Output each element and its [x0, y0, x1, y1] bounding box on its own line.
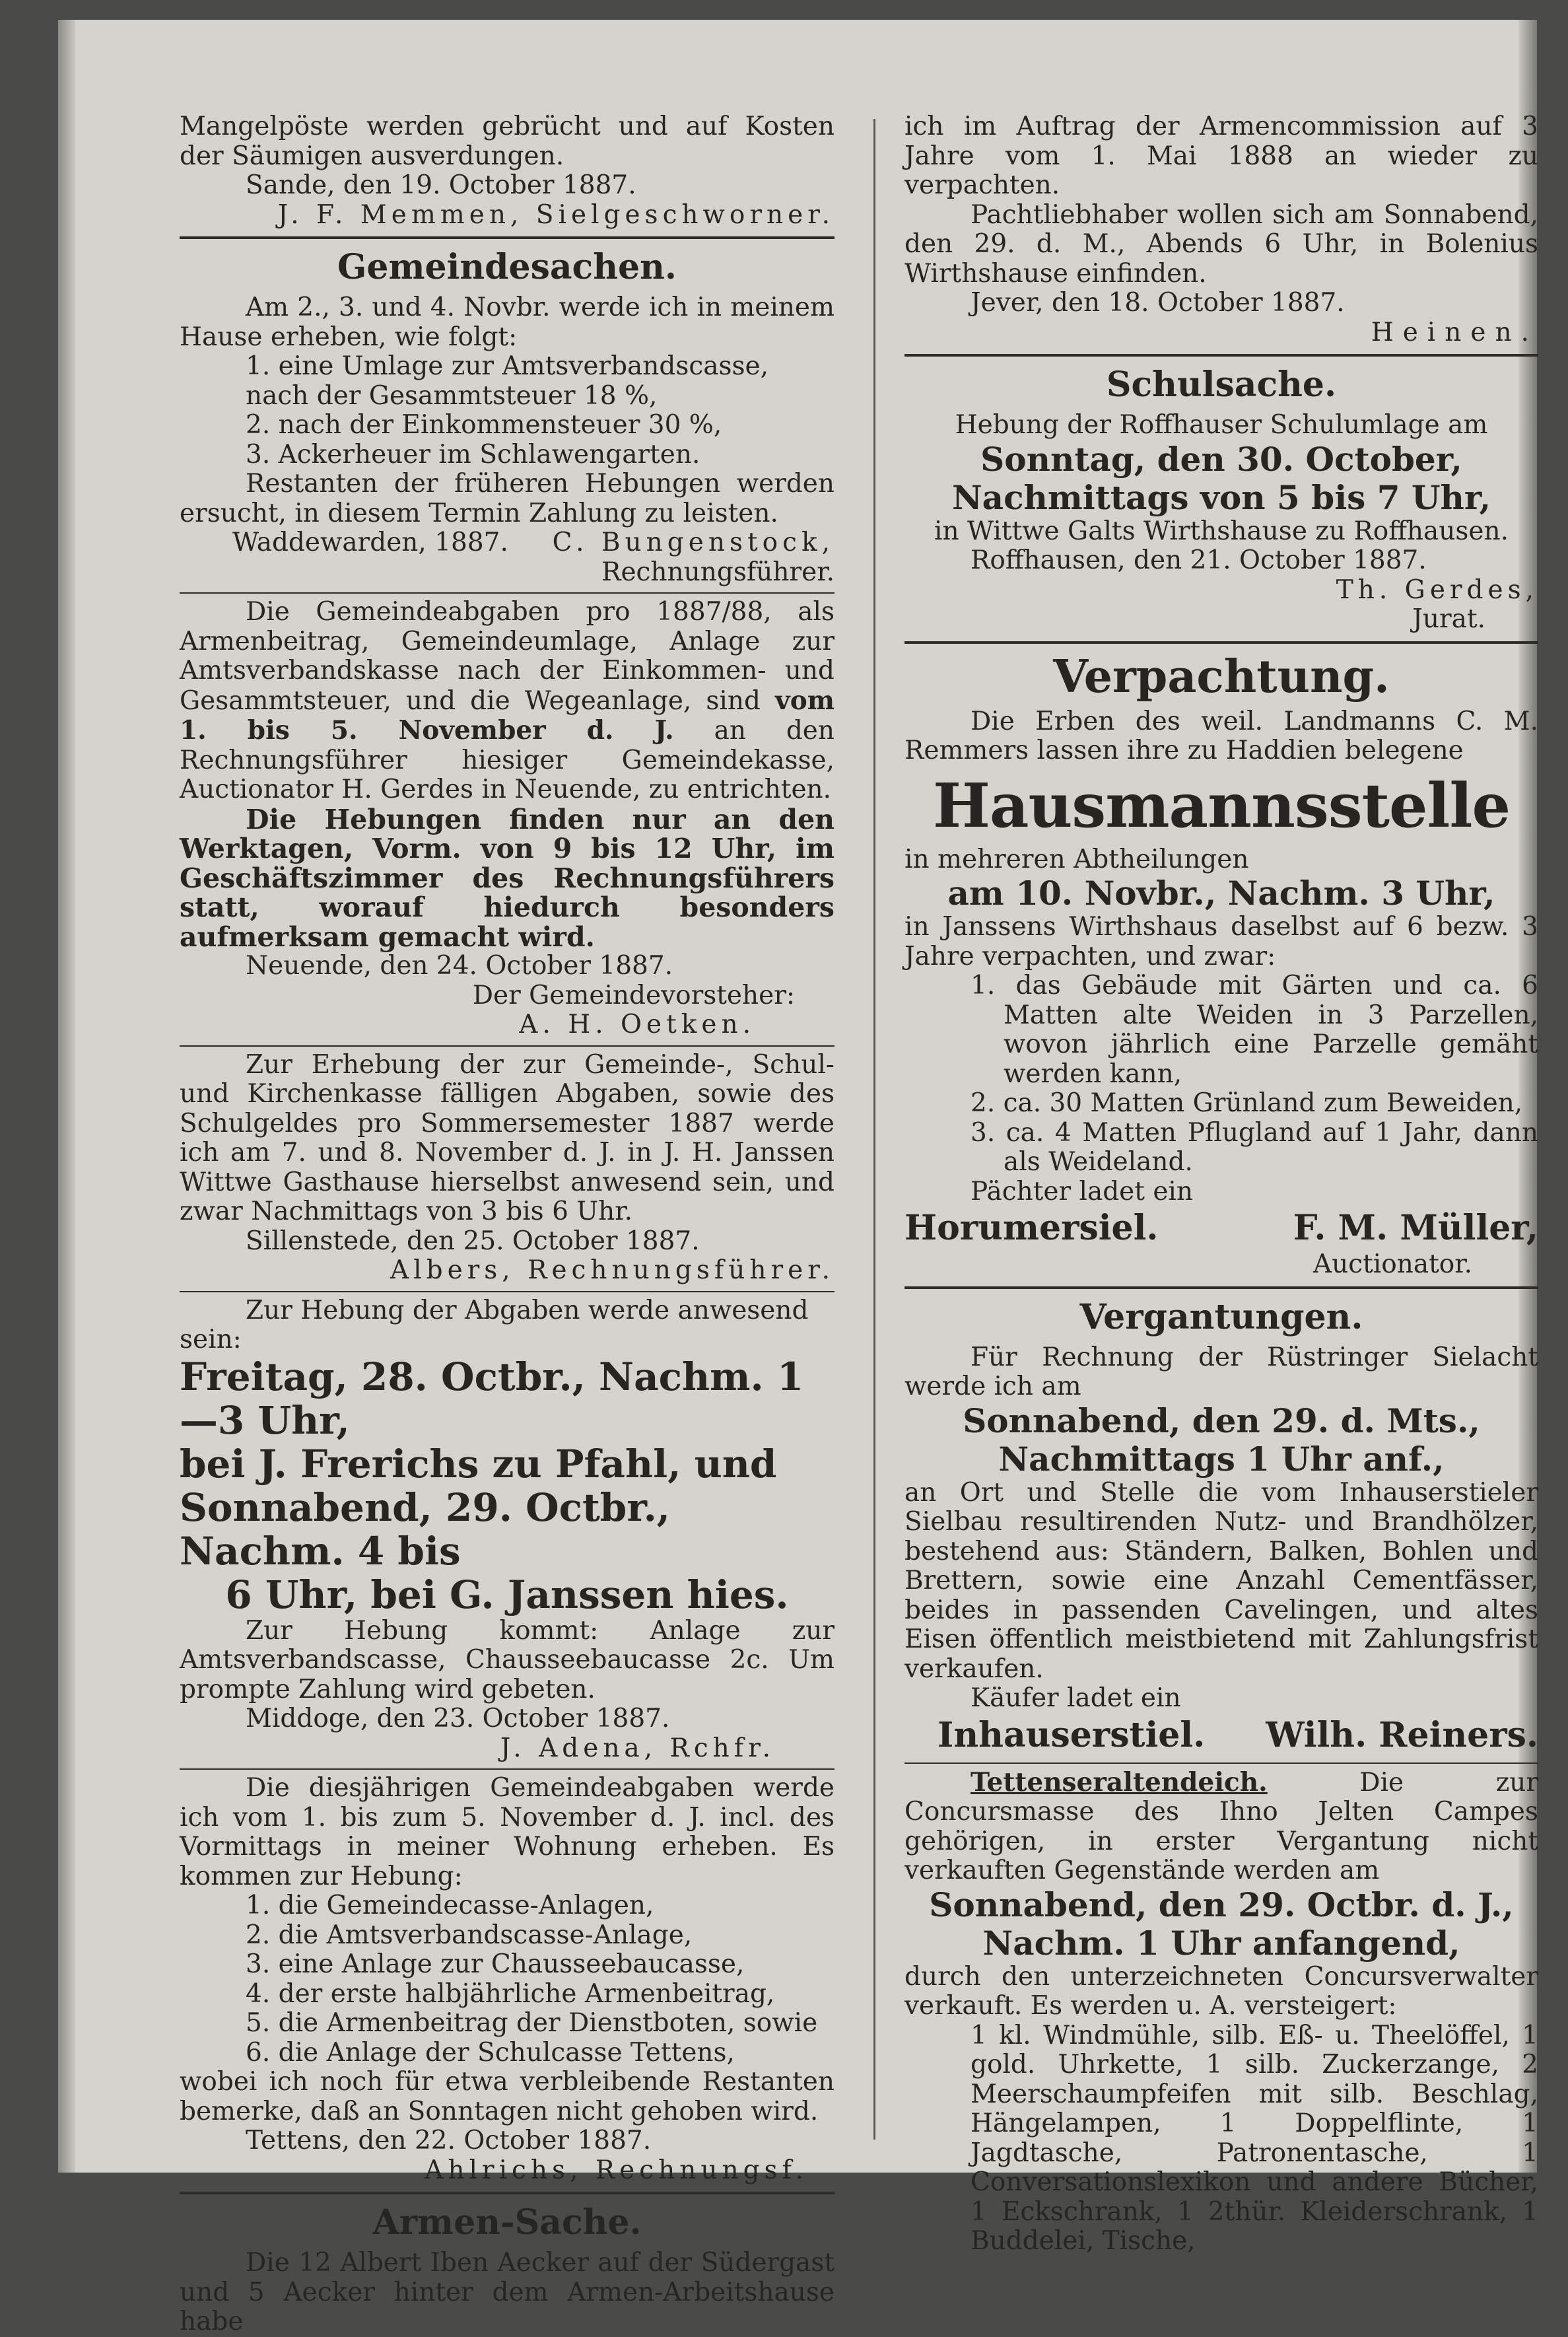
separator [180, 1045, 835, 1047]
waddewarden-date-row [180, 528, 835, 558]
tettens-date: Tettens, den 22. October 1887. [246, 2126, 652, 2155]
sande-date: Sande, den 19. October 1887. [246, 170, 636, 200]
left-column [180, 112, 835, 2337]
verpachtung-text: in Janssens Wirthshaus daselbst auf 6 bezw. 3 Jahre verpachten, und zwar: [904, 912, 1538, 971]
sillenstede-notice: Zur Erhebung der zur Gemeinde-, Schul- und Kirchenkasse fälligen Abgaben, sowie des Schulgeldes pro Sommersemester 1887 werde ich am 7. und 8. November d. J. in J. H. Janssen Wittwe Gasthause hierselbst anwesend sein, und zwar Nachmittags von 3 bis 6 Uhr. [180, 1049, 835, 1226]
neuende-date: Neuende, den 24. October 1887. [246, 951, 673, 981]
separator [180, 592, 835, 594]
verpachtung-call: Pächter ladet ein [971, 1176, 1194, 1206]
waddewarden-restanten: Restanten der früheren Hebungen werden ersucht, in diesem Termin Zahlung zu leisten. [180, 469, 835, 528]
separator [904, 1286, 1538, 1289]
separator [904, 354, 1538, 357]
verpachtung-date: am 10. Novbr., Nachm. 3 Uhr, [947, 874, 1495, 913]
vergantungen-sign-row [904, 1714, 1538, 1757]
neuende-signature-title: Der Gemeindevorsteher: [472, 980, 795, 1010]
neuende-text-a: Die Gemeindeabgaben pro 1887/88, als Armenbeitrag, Gemeindeumlage, Anlage zur Amtsverbandskasse nach der Einkommen- und Gesammtsteuer, und die Wegeanlage, sind [180, 597, 835, 716]
vergantungen-big-line: Nachmittags 1 Uhr anf., [998, 1439, 1445, 1479]
heading-schulsache: Schulsache. [1106, 365, 1337, 405]
verpachtung-subtitle: in mehreren Abtheilungen [904, 844, 1249, 874]
middoge-signature: J. Adena, Rchfr. [500, 1733, 775, 1763]
neuende-signature: A. H. Oetken. [519, 1010, 755, 1039]
neuende-notice [180, 598, 835, 805]
jever-pacht-text: Pachtliebhaber wollen sich am Sonnabend, den 29. d. M., Abends 6 Uhr, in Bolenius Wirthshause einfinden. [904, 199, 1538, 289]
jever-notice-text: ich im Auftrag der Armencommission auf 3 Jahre vom 1. Mai 1888 an wieder zu verpachten. [904, 112, 1538, 200]
heading-gemeindesachen: Gemeindesachen. [337, 247, 677, 287]
middoge-big-line: bei J. Frerichs zu Pfahl, und [180, 1441, 777, 1486]
tettens-notice: Die diesjährigen Gemeindeabgaben werde ich vom 1. bis zum 5. November d. J. incl. des Vormittags in meiner Wohnung erheben. Es kommen zur Hebung: [180, 1773, 835, 1891]
page-spine-shadow [58, 20, 75, 2173]
column-divider [873, 119, 875, 2140]
tettenser-big-line: Sonnabend, den 29. Octbr. d. J., [929, 1885, 1514, 1924]
waddewarden-signature: C. Bungenstock, [552, 528, 835, 557]
heading-armen-sache: Armen-Sache. [372, 2202, 642, 2243]
verpachtung-hausmannsstelle: Hausmannsstelle [932, 769, 1510, 841]
neuende-text-c: an den Rechnungsführer hiesiger Gemeindekasse, Auctionator H. Gerdes in Neuende, zu entrichten. [180, 716, 835, 804]
vergantungen-text: an Ort und Stelle die vom Inhauserstieler Sielbau resultirenden Nutz- und Brandhölzer, bestehend aus: Ständern, Balken, Bohlen und Brettern, sowie eine Anzahl Cementfässer, beides in passenden Cavelingen, und altes Eisen öffentlich meistbietend mit Zahlungsfrist verkaufen. [904, 1477, 1538, 1684]
middoge-big-line: 6 Uhr, bei G. Janssen hies. [225, 1572, 789, 1617]
verpachtung-item: 1. das Gebäude mit Gärten und ca. 6 Matten alte Weiden in 3 Parzellen, wovon jährlich eine Parzelle gemäht werden kann, [971, 971, 1538, 1089]
separator [180, 236, 835, 239]
middoge-date: Middoge, den 23. October 1887. [246, 1704, 670, 1733]
middoge-intro: Zur Hebung der Abgaben werde anwesend sein: [180, 1295, 809, 1354]
schulsache-intro: Hebung der Roffhauser Schulumlage am [955, 410, 1488, 440]
verpachtung-item: 3. ca. 4 Matten Pflugland auf 1 Jahr, dann als Weideland. [971, 1117, 1538, 1177]
verpachtung-item: 2. ca. 30 Matten Grünland zum Beweiden, [971, 1088, 1523, 1118]
schulsache-date: Roffhausen, den 21. October 1887. [971, 545, 1427, 575]
jever-signature: Heinen. [1371, 317, 1538, 347]
separator [180, 2192, 835, 2194]
middoge-big-line: Sonnabend, 29. Octbr., Nachm. 4 bis [180, 1484, 670, 1574]
separator [904, 641, 1538, 644]
vergantungen-intro: Für Rechnung der Rüstringer Sielacht werde ich am [904, 1342, 1538, 1401]
heading-verpachtung: Verpachtung. [1053, 650, 1390, 703]
waddewarden-date: Waddewarden, 1887. [232, 528, 508, 557]
sillenstede-signature: Albers, Rechnungsführer. [390, 1255, 835, 1285]
vergantungen-call: Käufer ladet ein [971, 1683, 1181, 1713]
middoge-text: Zur Hebung kommt: Anlage zur Amtsverbandscasse, Chausseebaucasse 2c. Um prompte Zahlung wird gebeten. [180, 1615, 835, 1704]
separator [180, 1768, 835, 1770]
verpachtung-intro: Die Erben des weil. Landmanns C. M. Remmers lassen ihre zu Haddien belegene [904, 706, 1538, 765]
schulsache-big-line: Nachmittags von 5 bis 7 Uhr, [951, 477, 1491, 517]
verpachtung-place: Horumersiel. [904, 1208, 1159, 1248]
schulsache-location: in Wittwe Galts Wirthshause zu Roffhausen. [934, 516, 1509, 546]
sande-notice-text: Mangelpöste werden gebrücht und auf Kosten der Säumigen ausverdungen. [180, 112, 835, 171]
tettens-item: 6. die Anlage der Schulcasse Tettens, [246, 2037, 735, 2068]
tettenser-big-line: Nachm. 1 Uhr anfangend, [982, 1923, 1460, 1963]
neuende-bold-notice: Die Hebungen finden nur an den Werktagen, Vorm. von 9 bis 12 Uhr, im Geschäftszimmer des Rechnungsführers statt, worauf hiedurch besonders aufmerksam gemacht wird. [180, 803, 835, 953]
right-column [904, 112, 1538, 2256]
schulsache-signature-title: Jurat. [1412, 604, 1485, 634]
waddewarden-intro: Am 2., 3. und 4. Novbr. werde ich in meinem Hause erheben, wie folgt: [180, 293, 835, 352]
tettens-item: 2. die Amtsverbandscasse-Anlage, [246, 1920, 693, 1950]
sillenstede-date: Sillenstede, den 25. October 1887. [246, 1226, 700, 1256]
sande-signature: J. F. Memmen, Sielgeschworner. [277, 199, 835, 230]
jever-date: Jever, den 18. October 1887. [971, 288, 1345, 318]
schulsache-signature: Th. Gerdes, [1336, 575, 1538, 605]
verpachtung-name: F. M. Müller, [1293, 1208, 1538, 1248]
waddewarden-item: 3. Ackerheuer im Schlawengarten. [246, 439, 700, 470]
tettenser-heading: Tettenseraltendeich. [971, 1766, 1268, 1797]
tettens-item: 5. die Armenbeitrag der Dienstboten, sowie [246, 2008, 818, 2038]
vergantungen-big-line: Sonnabend, den 29. d. Mts., [963, 1401, 1480, 1440]
tettenser-notice [904, 1768, 1538, 1886]
tettenser-text-2: durch den unterzeichneten Concursverwalter verkauft. Es werden u. A. versteigert: [904, 1961, 1538, 2021]
neuende-text-bold-date: vom 1. bis 5. November d. J. [180, 685, 835, 746]
tettens-signature: Ahlrichs, Rechnungsf. [425, 2155, 808, 2185]
tettens-item: 3. eine Anlage zur Chausseebaucasse, [246, 1949, 745, 1979]
tettens-item: 4. der erste halbjährliche Armenbeitrag, [246, 1978, 775, 2009]
separator [904, 1762, 1538, 1764]
verpachtung-title: Auctionator. [1312, 1249, 1472, 1279]
waddewarden-item: 2. nach der Einkommensteuer 30 %, [246, 410, 722, 440]
middoge-big-line: Freitag, 28. Octbr., Nachm. 1—3 Uhr, [180, 1354, 804, 1443]
waddewarden-item: 1. eine Umlage zur Amtsverbandscasse, nach der Gesammtsteuer 18 %, [246, 351, 768, 411]
heading-vergantungen: Vergantungen. [1079, 1296, 1363, 1337]
tettenser-text: Die zur Concursmasse des Ihno Jelten Campes gehörigen, in erster Vergantung nicht verkauften Gegenstände werden am [904, 1767, 1538, 1885]
vergantungen-place: Inhauserstiel. [937, 1714, 1206, 1755]
waddewarden-signature-title: Rechnungsführer. [601, 557, 835, 587]
verpachtung-sign-row [904, 1206, 1538, 1250]
armen-sache-text: Die 12 Albert Iben Aecker auf der Südergast und 5 Aecker hinter dem Armen-Arbeitshause habe [180, 2248, 835, 2336]
separator [180, 1291, 835, 1292]
vergantungen-name: Wilh. Reiners. [1266, 1714, 1538, 1755]
tettenser-item-list: 1 kl. Windmühle, silb. Eß- u. Theelöffel, 1 gold. Uhrkette, 1 silb. Zuckerzange, 2 Meerschaumpfeifen mit silb. Beschlag, Hängelampen, 1 Doppelflinte, 1 Jagdtasche, Patronentasche, 1 Conversationslexikon und andere Bücher, 1 Eckschrank, 1 2thür. Kleiderschrank, 1 Buddelei, Tische, [971, 2020, 1538, 2256]
schulsache-big-line: Sonntag, den 30. October, [980, 439, 1462, 479]
tettens-item: 1. die Gemeindecasse-Anlagen, [246, 1891, 654, 1920]
tettens-restanten: wobei ich noch für etwa verbleibende Restanten bemerke, daß an Sonntagen nicht gehoben wird. [180, 2067, 835, 2126]
